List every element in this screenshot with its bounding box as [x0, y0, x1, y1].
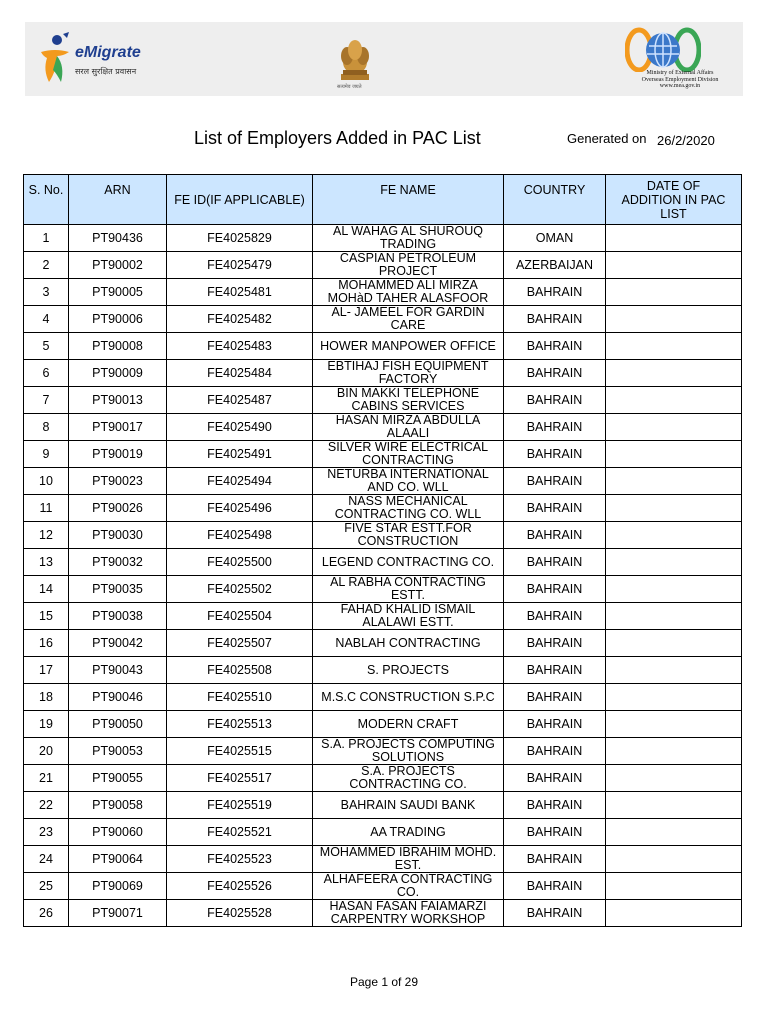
- cell-arn: PT90071: [69, 900, 167, 927]
- cell-arn: PT90069: [69, 873, 167, 900]
- cell-fe-id: FE4025513: [167, 711, 313, 738]
- table-row: [24, 441, 742, 468]
- cell-fe-name: NASS MECHANICAL CONTRACTING CO. WLL: [313, 495, 504, 522]
- table-header: [24, 175, 742, 225]
- cell-date-of-addition: [606, 576, 742, 603]
- ministry-line: Ministry of External Affairs: [646, 70, 714, 76]
- cell-fe-id: FE4025494: [167, 468, 313, 495]
- cell-arn: PT90023: [69, 468, 167, 495]
- cell-date-of-addition: [606, 603, 742, 630]
- cell-date-of-addition: [606, 306, 742, 333]
- cell-arn: PT90046: [69, 684, 167, 711]
- cell-fe-name: S.A. PROJECTS CONTRACTING CO.: [313, 765, 504, 792]
- cell-date-of-addition: [606, 684, 742, 711]
- cell-fe-name: NETURBA INTERNATIONAL AND CO. WLL: [313, 468, 504, 495]
- table-row: [24, 549, 742, 576]
- table-row: [24, 225, 742, 252]
- column-header-sno: S. No.: [24, 175, 69, 225]
- cell-country: BAHRAIN: [504, 819, 606, 846]
- cell-date-of-addition: [606, 360, 742, 387]
- cell-fe-id: FE4025504: [167, 603, 313, 630]
- cell-country: BAHRAIN: [504, 360, 606, 387]
- table-row: [24, 576, 742, 603]
- header-band: [25, 22, 743, 96]
- cell-fe-name: FIVE STAR ESTT.FOR CONSTRUCTION: [313, 522, 504, 549]
- cell-country: BAHRAIN: [504, 630, 606, 657]
- cell-fe-id: FE4025491: [167, 441, 313, 468]
- column-header-arn: ARN: [69, 175, 167, 225]
- table-row: [24, 333, 742, 360]
- cell-fe-id: FE4025483: [167, 333, 313, 360]
- cell-fe-name: MODERN CRAFT: [313, 711, 504, 738]
- national-emblem-icon: [335, 34, 375, 86]
- cell-sno: 19: [24, 711, 69, 738]
- cell-arn: PT90032: [69, 549, 167, 576]
- cell-fe-id: FE4025490: [167, 414, 313, 441]
- table-row: [24, 873, 742, 900]
- cell-fe-name: NABLAH CONTRACTING: [313, 630, 504, 657]
- cell-sno: 25: [24, 873, 69, 900]
- cell-sno: 16: [24, 630, 69, 657]
- column-header-fe-name: FE NAME: [313, 175, 504, 225]
- cell-date-of-addition: [606, 414, 742, 441]
- ministry-line: Overseas Employment Division: [641, 76, 719, 83]
- cell-date-of-addition: [606, 792, 742, 819]
- cell-arn: PT90050: [69, 711, 167, 738]
- cell-arn: PT90006: [69, 306, 167, 333]
- cell-country: BAHRAIN: [504, 576, 606, 603]
- cell-fe-name: AL- JAMEEL FOR GARDIN CARE: [313, 306, 504, 333]
- cell-arn: PT90055: [69, 765, 167, 792]
- cell-arn: PT90436: [69, 225, 167, 252]
- cell-fe-id: FE4025515: [167, 738, 313, 765]
- cell-fe-name: S. PROJECTS: [313, 657, 504, 684]
- cell-fe-name: MOHAMMED ALI MIRZA MOHàD TAHER ALASFOOR: [313, 279, 504, 306]
- cell-sno: 17: [24, 657, 69, 684]
- cell-sno: 10: [24, 468, 69, 495]
- cell-country: BAHRAIN: [504, 900, 606, 927]
- document-title: List of Employers Added in PAC List: [194, 128, 481, 148]
- cell-date-of-addition: [606, 900, 742, 927]
- emigrate-figure-icon: [35, 30, 75, 88]
- cell-date-of-addition: [606, 549, 742, 576]
- cell-country: BAHRAIN: [504, 684, 606, 711]
- cell-fe-id: FE4025487: [167, 387, 313, 414]
- emigrate-wordmark: eMigrate: [75, 44, 141, 61]
- table-row: [24, 846, 742, 873]
- cell-sno: 20: [24, 738, 69, 765]
- table-row: [24, 387, 742, 414]
- cell-fe-name: AL RABHA CONTRACTING ESTT.: [313, 576, 504, 603]
- table-row: [24, 495, 742, 522]
- cell-country: BAHRAIN: [504, 495, 606, 522]
- cell-arn: PT90038: [69, 603, 167, 630]
- cell-fe-id: FE4025479: [167, 252, 313, 279]
- cell-sno: 26: [24, 900, 69, 927]
- cell-fe-id: FE4025502: [167, 576, 313, 603]
- cell-fe-id: FE4025523: [167, 846, 313, 873]
- cell-fe-id: FE4025482: [167, 306, 313, 333]
- cell-country: BAHRAIN: [504, 873, 606, 900]
- cell-country: BAHRAIN: [504, 306, 606, 333]
- cell-country: BAHRAIN: [504, 738, 606, 765]
- cell-date-of-addition: [606, 630, 742, 657]
- cell-date-of-addition: [606, 441, 742, 468]
- cell-date-of-addition: [606, 657, 742, 684]
- emigrate-logo: [35, 30, 195, 90]
- cell-sno: 1: [24, 225, 69, 252]
- cell-sno: 5: [24, 333, 69, 360]
- cell-country: BAHRAIN: [504, 414, 606, 441]
- cell-arn: PT90042: [69, 630, 167, 657]
- cell-sno: 12: [24, 522, 69, 549]
- cell-fe-name: BAHRAIN SAUDI BANK: [313, 792, 504, 819]
- cell-date-of-addition: [606, 387, 742, 414]
- cell-sno: 2: [24, 252, 69, 279]
- cell-fe-id: FE4025496: [167, 495, 313, 522]
- cell-sno: 11: [24, 495, 69, 522]
- cell-fe-name: S.A. PROJECTS COMPUTING SOLUTIONS: [313, 738, 504, 765]
- header-row: [24, 175, 742, 225]
- cell-date-of-addition: [606, 252, 742, 279]
- table-row: [24, 819, 742, 846]
- table-row: [24, 738, 742, 765]
- cell-arn: PT90017: [69, 414, 167, 441]
- table-row: [24, 252, 742, 279]
- cell-country: BAHRAIN: [504, 846, 606, 873]
- cell-fe-name: HOWER MANPOWER OFFICE: [313, 333, 504, 360]
- table-row: [24, 900, 742, 927]
- cell-fe-id: FE4025510: [167, 684, 313, 711]
- cell-fe-id: FE4025484: [167, 360, 313, 387]
- cell-date-of-addition: [606, 873, 742, 900]
- table-row: [24, 711, 742, 738]
- cell-fe-name: HASAN MIRZA ABDULLA ALAALI: [313, 414, 504, 441]
- page-number: Page 1 of 29: [349, 975, 419, 989]
- cell-date-of-addition: [606, 765, 742, 792]
- cell-date-of-addition: [606, 225, 742, 252]
- cell-arn: PT90060: [69, 819, 167, 846]
- cell-fe-id: FE4025508: [167, 657, 313, 684]
- cell-sno: 15: [24, 603, 69, 630]
- cell-sno: 7: [24, 387, 69, 414]
- cell-fe-name: CASPIAN PETROLEUM PROJECT: [313, 252, 504, 279]
- cell-arn: PT90005: [69, 279, 167, 306]
- cell-arn: PT90002: [69, 252, 167, 279]
- cell-fe-id: FE4025521: [167, 819, 313, 846]
- cell-country: OMAN: [504, 225, 606, 252]
- cell-date-of-addition: [606, 522, 742, 549]
- cell-arn: PT90030: [69, 522, 167, 549]
- cell-fe-name: M.S.C CONSTRUCTION S.P.C: [313, 684, 504, 711]
- column-header-date-of-addition: DATE OF ADDITION IN PAC LIST: [606, 175, 742, 225]
- cell-fe-name: HASAN FASAN FAIAMARZI CARPENTRY WORKSHOP: [313, 900, 504, 927]
- cell-sno: 21: [24, 765, 69, 792]
- cell-arn: PT90053: [69, 738, 167, 765]
- cell-arn: PT90035: [69, 576, 167, 603]
- cell-fe-name: FAHAD KHALID ISMAIL ALALAWI ESTT.: [313, 603, 504, 630]
- cell-sno: 8: [24, 414, 69, 441]
- cell-fe-name: AL WAHAG AL SHUROUQ TRADING: [313, 225, 504, 252]
- cell-arn: PT90008: [69, 333, 167, 360]
- cell-country: BAHRAIN: [504, 603, 606, 630]
- cell-date-of-addition: [606, 468, 742, 495]
- cell-country: AZERBAIJAN: [504, 252, 606, 279]
- cell-sno: 4: [24, 306, 69, 333]
- table-row: [24, 657, 742, 684]
- cell-sno: 6: [24, 360, 69, 387]
- cell-fe-id: FE4025528: [167, 900, 313, 927]
- cell-date-of-addition: [606, 279, 742, 306]
- cell-date-of-addition: [606, 846, 742, 873]
- cell-country: BAHRAIN: [504, 711, 606, 738]
- cell-fe-id: FE4025500: [167, 549, 313, 576]
- cell-sno: 9: [24, 441, 69, 468]
- cell-fe-name: AA TRADING: [313, 819, 504, 846]
- cell-country: BAHRAIN: [504, 657, 606, 684]
- generated-on-label: Generated on: [567, 131, 647, 146]
- cell-sno: 13: [24, 549, 69, 576]
- cell-country: BAHRAIN: [504, 333, 606, 360]
- cell-country: BAHRAIN: [504, 468, 606, 495]
- cell-country: BAHRAIN: [504, 387, 606, 414]
- table-row: [24, 468, 742, 495]
- emigrate-tagline: सरल सुरक्षित प्रवासन: [75, 67, 137, 76]
- column-header-country: COUNTRY: [504, 175, 606, 225]
- cell-arn: PT90043: [69, 657, 167, 684]
- cell-arn: PT90013: [69, 387, 167, 414]
- cell-fe-id: FE4025498: [167, 522, 313, 549]
- cell-date-of-addition: [606, 333, 742, 360]
- cell-date-of-addition: [606, 495, 742, 522]
- cell-arn: PT90026: [69, 495, 167, 522]
- cell-fe-id: FE4025517: [167, 765, 313, 792]
- cell-fe-name: LEGEND CONTRACTING CO.: [313, 549, 504, 576]
- cell-country: BAHRAIN: [504, 765, 606, 792]
- table-row: [24, 684, 742, 711]
- generated-date: 26/2/2020: [657, 133, 715, 148]
- cell-fe-id: FE4025481: [167, 279, 313, 306]
- cell-fe-name: ALHAFEERA CONTRACTING CO.: [313, 873, 504, 900]
- mea-globe-logo-icon: [625, 26, 701, 72]
- cell-fe-name: SILVER WIRE ELECTRICAL CONTRACTING: [313, 441, 504, 468]
- ministry-line: www.mea.gov.in: [659, 83, 701, 89]
- pac-employers-table: [23, 174, 742, 927]
- cell-arn: PT90009: [69, 360, 167, 387]
- emblem-caption: सत्यमेव जयते: [337, 84, 362, 90]
- table-row: [24, 603, 742, 630]
- cell-arn: PT90058: [69, 792, 167, 819]
- cell-sno: 23: [24, 819, 69, 846]
- cell-date-of-addition: [606, 738, 742, 765]
- cell-fe-name: BIN MAKKI TELEPHONE CABINS SERVICES: [313, 387, 504, 414]
- column-header-fe-id: FE ID(IF APPLICABLE): [167, 175, 313, 225]
- cell-sno: 24: [24, 846, 69, 873]
- cell-fe-id: FE4025526: [167, 873, 313, 900]
- cell-country: BAHRAIN: [504, 279, 606, 306]
- table-row: [24, 792, 742, 819]
- table-row: [24, 279, 742, 306]
- cell-fe-id: FE4025507: [167, 630, 313, 657]
- table-row: [24, 630, 742, 657]
- cell-arn: PT90019: [69, 441, 167, 468]
- table-row: [24, 360, 742, 387]
- cell-sno: 22: [24, 792, 69, 819]
- cell-country: BAHRAIN: [504, 792, 606, 819]
- ministry-caption: [625, 70, 735, 90]
- cell-sno: 18: [24, 684, 69, 711]
- cell-fe-name: EBTIHAJ FISH EQUIPMENT FACTORY: [313, 360, 504, 387]
- cell-arn: PT90064: [69, 846, 167, 873]
- table-row: [24, 522, 742, 549]
- cell-date-of-addition: [606, 819, 742, 846]
- table-row: [24, 414, 742, 441]
- cell-sno: 3: [24, 279, 69, 306]
- cell-fe-id: FE4025829: [167, 225, 313, 252]
- cell-country: BAHRAIN: [504, 522, 606, 549]
- cell-country: BAHRAIN: [504, 441, 606, 468]
- cell-fe-id: FE4025519: [167, 792, 313, 819]
- table-row: [24, 306, 742, 333]
- table-body: [24, 225, 742, 927]
- cell-country: BAHRAIN: [504, 549, 606, 576]
- cell-sno: 14: [24, 576, 69, 603]
- cell-fe-name: MOHAMMED IBRAHIM MOHD. EST.: [313, 846, 504, 873]
- cell-date-of-addition: [606, 711, 742, 738]
- table-row: [24, 765, 742, 792]
